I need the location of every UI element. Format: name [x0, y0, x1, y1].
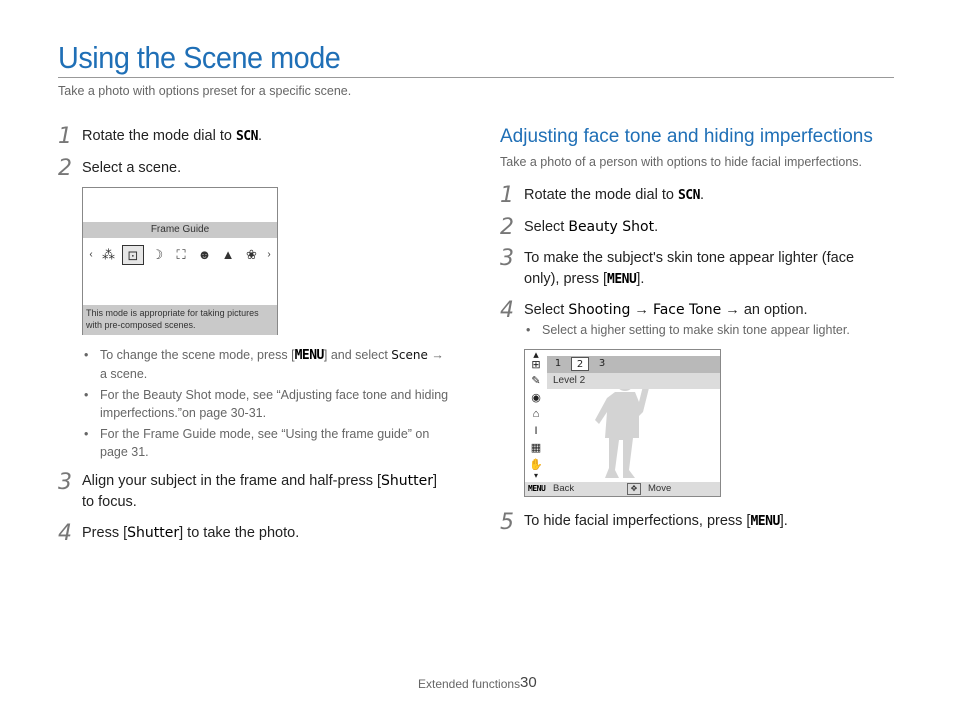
menu-key-icon[interactable]: MENU	[528, 484, 546, 493]
section-title: Adjusting face tone and hiding imperfections	[500, 126, 873, 147]
ois-off-icon[interactable]: ✋	[529, 459, 543, 471]
closeup-icon[interactable]: ❀	[246, 247, 257, 262]
face-tone-label: Face Tone	[652, 302, 722, 318]
title-divider	[58, 77, 894, 78]
step-text-part: ].	[636, 271, 645, 287]
scene-notes-list	[82, 346, 454, 464]
step-text	[524, 248, 874, 290]
chevron-right-icon[interactable]: ›	[267, 249, 271, 260]
list-item: • For the Beauty Shot mode, see “Adjusting face tone and hiding imperfections.”on page 30-31.	[82, 386, 454, 422]
night-icon[interactable]: ☽	[151, 247, 164, 262]
face-tone-icon[interactable]: ⊞	[531, 359, 541, 371]
list-item: • Select a higher setting to make skin tone appear lighter.	[524, 321, 884, 339]
scroll-down-icon[interactable]: ▾	[533, 471, 538, 480]
frame-guide-icon[interactable]: ⊡	[122, 245, 144, 265]
menu-key-icon: MENU	[294, 348, 324, 363]
section-subtitle: Take a photo of a person with options to hide facial imperfections.	[500, 155, 863, 169]
footer-section-label: Extended functions	[418, 677, 521, 691]
step-text	[524, 185, 704, 206]
timer-icon[interactable]: I	[534, 425, 538, 437]
step-text	[524, 300, 808, 321]
page-number: 30	[520, 674, 537, 691]
menu-key-icon: MENU	[750, 514, 780, 529]
level-label: Level 2	[547, 373, 720, 389]
landscape-icon[interactable]: ▲	[221, 247, 235, 262]
step-number: 5	[500, 510, 514, 535]
step-text	[82, 523, 452, 544]
screen-bottom-bar	[525, 482, 720, 496]
shutter-button-label: Shutter	[381, 473, 433, 489]
step-number: 3	[58, 470, 72, 495]
chevron-left-icon[interactable]: ‹	[89, 249, 93, 260]
list-item	[82, 346, 454, 383]
face-detection-icon[interactable]: ◉	[531, 392, 541, 404]
page-subtitle: Take a photo with options preset for a specific scene.	[58, 84, 352, 98]
step-number: 3	[500, 246, 514, 271]
scroll-up-icon[interactable]: ▴	[533, 349, 539, 361]
face-tone-screen	[524, 349, 721, 497]
step-text-part: ] to take the photo.	[179, 525, 300, 541]
step-text	[82, 471, 452, 513]
metering-icon[interactable]: ▦	[530, 442, 542, 454]
note-text: ] and select	[323, 348, 392, 362]
face-tone-option[interactable]: 1	[554, 358, 562, 369]
step-text-part: → an option.	[721, 302, 808, 318]
step-text-part: To make the subject's skin tone appear lighter (face only), press [	[524, 250, 855, 287]
step-text-part: ] to focus.	[82, 473, 438, 510]
step-number: 4	[58, 521, 72, 546]
face-retouch-icon[interactable]: ✎	[531, 375, 541, 387]
scene-select-screen	[82, 187, 278, 335]
step-number: 2	[58, 156, 72, 181]
move-label: Move	[648, 483, 672, 494]
step-number: 4	[500, 298, 514, 323]
menu-key-icon: MENU	[607, 272, 637, 287]
beauty-shot-icon[interactable]: ⁂	[102, 247, 115, 262]
list-item: • For the Frame Guide mode, see “Using the frame guide” on page 31.	[82, 425, 454, 461]
beauty-shot-label: Beauty Shot	[568, 219, 655, 235]
scene-description: This mode is appropriate for taking pictures with pre-composed scenes.	[83, 305, 277, 335]
step-text-part: .	[699, 187, 704, 203]
step-text-part: Select	[524, 219, 569, 235]
children-icon[interactable]: ☻	[197, 247, 212, 262]
step-text-part: Rotate the mode dial to	[524, 187, 678, 203]
note-text: To change the scene mode, press [	[100, 348, 295, 362]
dpad-icon[interactable]: ✥	[627, 483, 641, 495]
photo-size-icon[interactable]: ⌂	[532, 408, 540, 420]
step-text-part: Align your subject in the frame and half-press [	[82, 473, 382, 489]
step-text-part: .	[257, 128, 262, 144]
face-tone-options	[549, 357, 611, 371]
back-label: Back	[553, 483, 575, 494]
settings-menu-column	[525, 350, 547, 496]
step-number: 2	[500, 215, 514, 240]
step-text: Select a scene.	[82, 160, 182, 176]
step-text	[524, 217, 658, 238]
scn-mode-icon: SCN	[235, 129, 258, 144]
step-text-part: Select	[524, 302, 569, 318]
step-text	[82, 126, 462, 147]
step-text-part: .	[654, 219, 659, 235]
face-tone-option[interactable]: 3	[598, 358, 606, 369]
face-tone-notes	[524, 321, 884, 342]
step-text-part: ].	[779, 513, 788, 529]
note-text: → a scene.	[100, 348, 444, 381]
note-bold: Scene	[391, 348, 428, 362]
step-text-part: Rotate the mode dial to	[82, 128, 236, 144]
scene-icon-row	[83, 242, 277, 268]
face-tone-option-selected[interactable]: 2	[571, 357, 589, 371]
step-text-part: To hide facial imperfections, press [	[524, 513, 751, 529]
step-text	[524, 511, 788, 532]
portrait-icon[interactable]: ⛶	[176, 247, 186, 262]
shutter-button-label: Shutter	[127, 525, 180, 541]
shooting-menu-label: Shooting	[568, 302, 631, 318]
step-text-part: Press [	[82, 525, 128, 541]
scn-mode-icon: SCN	[677, 188, 700, 203]
step-number: 1	[58, 124, 72, 149]
step-number: 1	[500, 183, 514, 208]
page-title: Using the Scene mode	[58, 40, 341, 75]
arrow-separator: →	[630, 302, 653, 318]
frame-guide-label: Frame Guide	[83, 222, 277, 238]
